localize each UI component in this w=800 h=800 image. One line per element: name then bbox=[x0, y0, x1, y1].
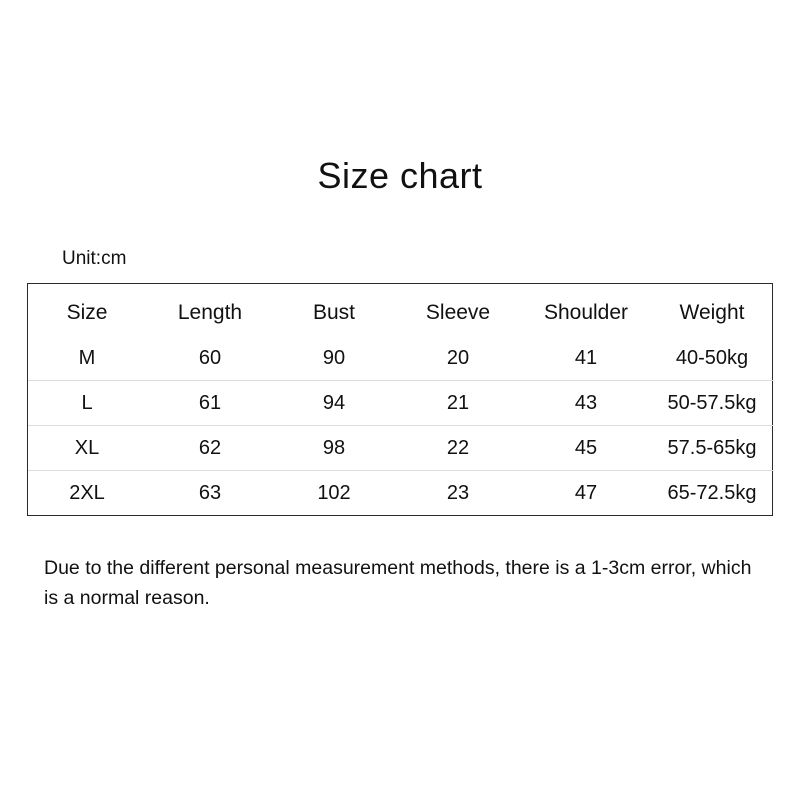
cell-length: 63 bbox=[146, 471, 274, 516]
cell-length: 62 bbox=[146, 426, 274, 471]
column-header-bust: Bust bbox=[312, 301, 356, 324]
size-table bbox=[28, 284, 774, 515]
size-table-container bbox=[27, 283, 773, 516]
cell-bust: 102 bbox=[274, 471, 394, 516]
column-header-length: Length bbox=[177, 301, 243, 324]
cell-shoulder: 41 bbox=[574, 346, 598, 369]
unit-label: Unit:cm bbox=[62, 248, 127, 269]
table-body bbox=[28, 336, 774, 515]
cell-bust: 94 bbox=[274, 381, 394, 426]
cell-size: XL bbox=[28, 426, 146, 471]
cell-shoulder: 45 bbox=[522, 426, 650, 471]
column-header-weight: Weight bbox=[679, 301, 745, 324]
cell-size: L bbox=[28, 381, 146, 426]
cell-size: M bbox=[78, 346, 96, 369]
cell-sleeve: 22 bbox=[394, 426, 522, 471]
cell-weight: 50-57.5kg bbox=[650, 381, 774, 426]
cell-weight: 57.5-65kg bbox=[650, 426, 774, 471]
cell-sleeve: 23 bbox=[394, 471, 522, 516]
cell-bust: 98 bbox=[274, 426, 394, 471]
cell-weight: 40-50kg bbox=[675, 346, 749, 369]
column-header-sleeve: Sleeve bbox=[425, 301, 491, 324]
measurement-note: Due to the different personal measurement methods, there is a 1-3cm error, which is a normal reason. bbox=[44, 557, 752, 609]
cell-sleeve: 20 bbox=[446, 346, 470, 369]
table-header-row bbox=[28, 284, 774, 336]
cell-shoulder: 47 bbox=[522, 471, 650, 516]
cell-length: 61 bbox=[146, 381, 274, 426]
cell-shoulder: 43 bbox=[522, 381, 650, 426]
table-row bbox=[28, 336, 774, 381]
page-title: Size chart bbox=[317, 155, 483, 196]
cell-weight: 65-72.5kg bbox=[650, 471, 774, 516]
table-header bbox=[28, 284, 774, 336]
table-row bbox=[28, 426, 774, 471]
cell-sleeve: 21 bbox=[394, 381, 522, 426]
table-row bbox=[28, 381, 774, 426]
column-header-size: Size bbox=[66, 301, 108, 324]
cell-bust: 90 bbox=[322, 346, 346, 369]
cell-size: 2XL bbox=[28, 471, 146, 516]
column-header-shoulder: Shoulder bbox=[543, 301, 629, 324]
cell-length: 60 bbox=[198, 346, 222, 369]
table-row bbox=[28, 471, 774, 516]
